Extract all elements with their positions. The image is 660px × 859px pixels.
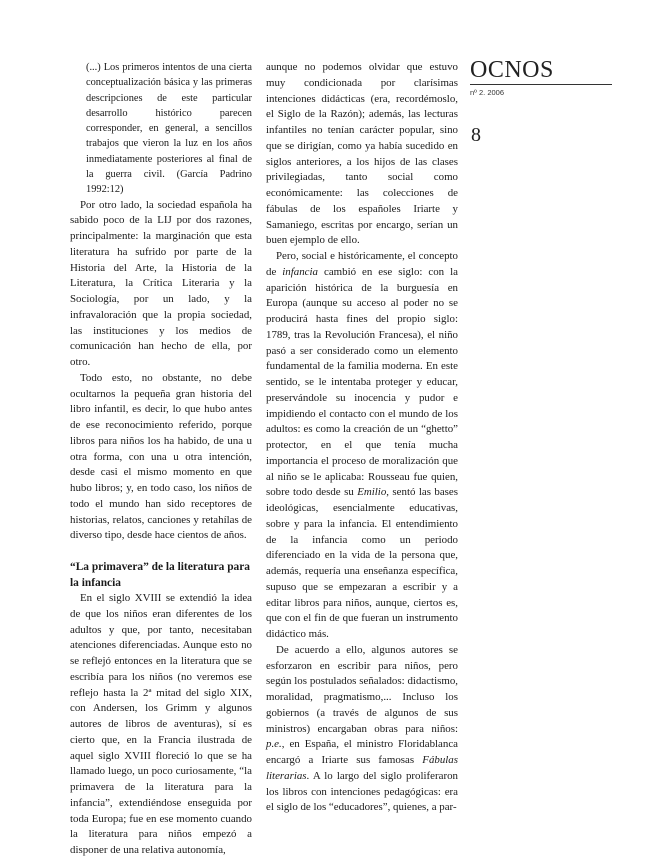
masthead-rule bbox=[470, 84, 612, 85]
page-number: 8 bbox=[471, 124, 481, 146]
issue-number: nº 2. 2006 bbox=[470, 88, 505, 97]
section-heading: “La primavera” de la literatura para la infancia bbox=[70, 561, 251, 590]
text-span: , sentó las bases ideológicas, esencialmente educativas, sobre y para la infancia. El entendimiento de la infancia como un periodo diferenciado en la vida de la persona que, además, requería una enseñanza específica, supuso que se empezaran a escribir y a editar libros para niños, aunque, ciertos es, que con el fin de que fueran un instrumento didáctico más. bbox=[266, 486, 458, 640]
paragraph bbox=[266, 643, 458, 816]
italic-title: Fábulas literarias bbox=[266, 754, 458, 782]
block-quote: (...) Los primeros intentos de una cierta conceptualización básica y las primeras descripciones de este particular desarrollo histórico parecen corresponder, en general, a sencillos trabajos que vieron la luz en los años inmediatamente posteriores al final de la guerra civil. (García Padrino 1992:12) bbox=[86, 62, 252, 196]
paragraph: En el siglo XVIII se extendió la idea de que los niños eran diferentes de los adultos y que, por tanto, necesitaban atenciones diferenciadas. Aunque esto no se reflejó entonces en la literatura que se escribía para los niños (no veremos ese reflejo hasta la 2ª mitad del siglo XIX, con Andersen, los Grimm y algunos autores de libros de aventuras), sí es cierto que, en la Francia ilustrada de aquel siglo XVIII floreció lo que se ha llamado luego, un poco curiosamente, “la primavera de la literatura para la infancia”, extendiéndose enseguida por toda Europa; fue en ese momento cuando la literatura para niños empezó a disponer de una relativa autonomía, bbox=[70, 592, 252, 857]
text-span: , en España, el ministro Floridablanca encargó a Iriarte sus famosas bbox=[266, 738, 458, 766]
paragraph bbox=[266, 249, 458, 643]
text-span: cambió en ese siglo: con la aparición histórica de la burguesía en Europa (aunque su acceso al poder no se producirá hasta fines del propio siglo: 1789, tras la Revolución Francesa), el niño pasó a ser considerado como un elemento fundamental de la familia moderna. En este sentido, se le intentaba proteger y educar, preservándole su inocencia y pudor e impidiendo el contacto con el mundo de los adultos: es como la creación de un “ghetto” protector, en el que tenía mucha importancia el proceso de moralización que al niño se le aplicaba: Rousseau fue quien, sobre todo desde su bbox=[266, 265, 458, 499]
text-span: Pero, social e históricamente, el concepto de bbox=[266, 250, 458, 278]
text-span: De acuerdo a ello, algunos autores se esforzaron en escribir para niños, pero según los postulados señalados: didactismo, moralidad, pragmatismo,... Incluso los gobiernos (a través de algunos de sus ministros) encargaban obras para niños: bbox=[266, 643, 458, 735]
left-column bbox=[70, 60, 252, 859]
paragraph: Todo esto, no obstante, no debe ocultarnos la pequeña gran historia del libro infantil, es decir, lo que hubo antes de ese reconocimiento referido, porque libros para niños los ha habido, de una u otra forma, con una u otra intención, desde casi el mismo momento en que hubo libros; y, en todo caso, los niños de todo el mundo han sido receptores de historias, relatos, canciones y retahílas de diverso tipo, desde hace cientos de años. bbox=[70, 371, 252, 542]
journal-masthead bbox=[470, 58, 612, 97]
italic-title: Emilio bbox=[357, 486, 387, 499]
text-span: . A lo largo del siglo proliferaron los libros con intenciones pedagógicas: era el siglo de los “educadores”, quienes, a par- bbox=[266, 769, 458, 814]
paragraph: aunque no podemos olvidar que estuvo muy condicionada por clarísimas intenciones didácticas (era, recordémoslo, el Siglo de la Razón); además, las lecturas infantiles no tenían carácter popular, sino que se dirigían, como ya había sucedido en siglos anteriores, a los hijos de las clases privilegiadas, tanto social como económicamente: las colecciones de fábulas de los españoles Iriarte y Samaniego, escritas por encargo, serían un buen ejemplo de ello. bbox=[266, 61, 458, 247]
journal-logo: OCNOS bbox=[470, 57, 554, 83]
right-column bbox=[266, 60, 458, 816]
paragraph: Por otro lado, la sociedad española ha sabido poco de la LIJ por dos razones, principalmente: la marginación que esta literatura ha sufrido por parte de la Historia del Arte, la Historia de la Literatura, la Crítica Literaria y la Sociología, por un lado, y la infravaloración que la propia sociedad, las instituciones y los medios de comunicación han hecho de ella, por otro. bbox=[70, 198, 252, 369]
italic-term: infancia bbox=[282, 265, 318, 278]
italic-abbrev: p.e. bbox=[266, 738, 282, 751]
